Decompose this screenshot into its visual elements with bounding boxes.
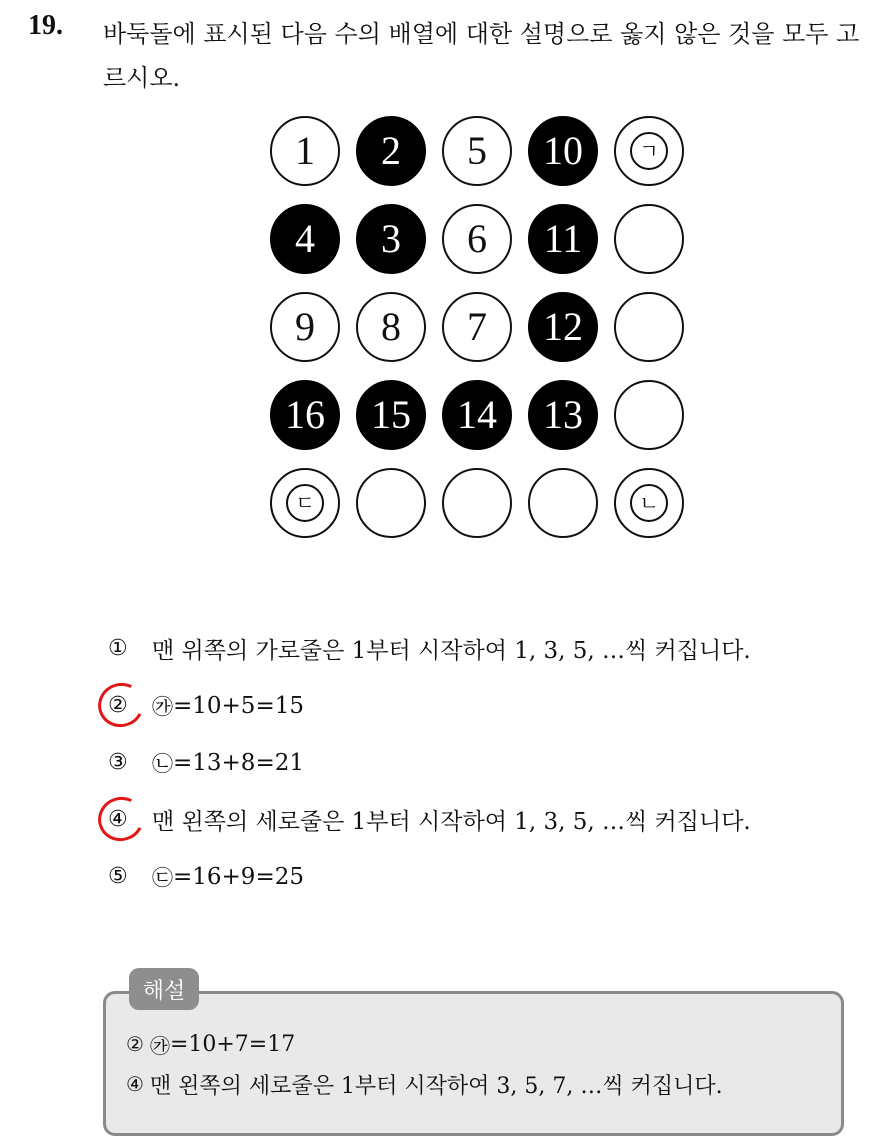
white-stone <box>614 204 684 274</box>
white-stone <box>442 468 512 538</box>
white-stone <box>614 116 684 186</box>
solution-label: 해설 <box>129 968 199 1010</box>
stone-number: 7 <box>467 304 487 349</box>
black-stone <box>528 204 598 274</box>
answer-circle-mark <box>92 677 149 733</box>
solution-line <box>126 1064 723 1104</box>
question-number: 19. <box>28 10 63 41</box>
option-number: ① <box>108 636 128 661</box>
stone-letter-mark: ㄴ <box>630 484 668 522</box>
white-stone <box>356 292 426 362</box>
option-2[interactable] <box>108 677 751 734</box>
stone-number: 4 <box>295 216 315 261</box>
solution-text: 맨 왼쪽의 세로줄은 1부터 시작하여 3, 5, 7, …씩 커집니다. <box>149 1073 723 1099</box>
circled-letter-digeut: ㉢ <box>152 865 173 890</box>
black-stone <box>356 380 426 450</box>
black-stone <box>270 204 340 274</box>
stone-number: 12 <box>543 304 583 349</box>
white-stone <box>356 468 426 538</box>
option-text: =16+9=25 <box>173 863 304 890</box>
solution-line <box>126 1024 723 1064</box>
white-stone <box>270 468 340 538</box>
black-stone <box>442 380 512 450</box>
white-stone <box>528 468 598 538</box>
black-stone <box>528 116 598 186</box>
white-stone <box>270 116 340 186</box>
option-text: =13+8=21 <box>173 749 304 776</box>
stone-number: 13 <box>543 392 583 437</box>
stone-number: 3 <box>381 216 401 261</box>
stone-number: 15 <box>371 392 411 437</box>
stone-number: 9 <box>295 304 315 349</box>
black-stone <box>528 292 598 362</box>
white-stone <box>442 204 512 274</box>
black-stone <box>356 204 426 274</box>
white-stone <box>442 116 512 186</box>
solution-text: =10+7=17 <box>169 1031 296 1057</box>
option-number: ② <box>108 693 128 718</box>
stone-number: 5 <box>467 128 487 173</box>
white-stone <box>614 380 684 450</box>
answer-circle-mark <box>92 791 149 847</box>
option-text: =10+5=15 <box>173 692 304 719</box>
stone-number: 14 <box>457 392 497 437</box>
option-text: 맨 위쪽의 가로줄은 1부터 시작하여 1, 3, 5, …씩 커집니다. <box>152 638 751 664</box>
option-text: 맨 왼쪽의 세로줄은 1부터 시작하여 1, 3, 5, …씩 커집니다. <box>152 809 751 835</box>
white-stone <box>614 468 684 538</box>
option-number: ⑤ <box>108 864 128 889</box>
black-stone <box>528 380 598 450</box>
stone-letter-mark: ㄱ <box>630 132 668 170</box>
stone-number: 6 <box>467 216 487 261</box>
black-stone <box>270 380 340 450</box>
solution-number: ④ <box>126 1072 144 1096</box>
stone-grid <box>270 116 684 538</box>
stone-number: 1 <box>295 128 315 173</box>
question-text: 바둑돌에 표시된 다음 수의 배열에 대한 설명으로 옳지 않은 것을 모두 고르시오. <box>103 20 860 92</box>
stone-number: 8 <box>381 304 401 349</box>
white-stone <box>614 292 684 362</box>
stone-number: 16 <box>285 392 325 437</box>
option-1[interactable] <box>108 620 751 677</box>
black-stone <box>356 116 426 186</box>
circled-letter-nieun: ㉡ <box>152 751 173 776</box>
solution-number: ② <box>126 1032 144 1056</box>
stone-letter-mark: ㄷ <box>286 484 324 522</box>
stone-number: 11 <box>543 216 583 261</box>
option-4[interactable] <box>108 791 751 848</box>
stone-number: 2 <box>381 128 401 173</box>
white-stone <box>442 292 512 362</box>
option-5[interactable] <box>108 848 751 905</box>
circled-letter-giyeok: ㉮ <box>152 694 173 719</box>
white-stone <box>270 292 340 362</box>
solution-lines <box>126 1024 723 1104</box>
answer-options <box>108 620 751 905</box>
option-number: ③ <box>108 750 128 775</box>
circled-letter-giyeok: ㉮ <box>149 1033 170 1058</box>
stone-number: 10 <box>543 128 583 173</box>
option-3[interactable] <box>108 734 751 791</box>
option-number: ④ <box>108 807 128 832</box>
